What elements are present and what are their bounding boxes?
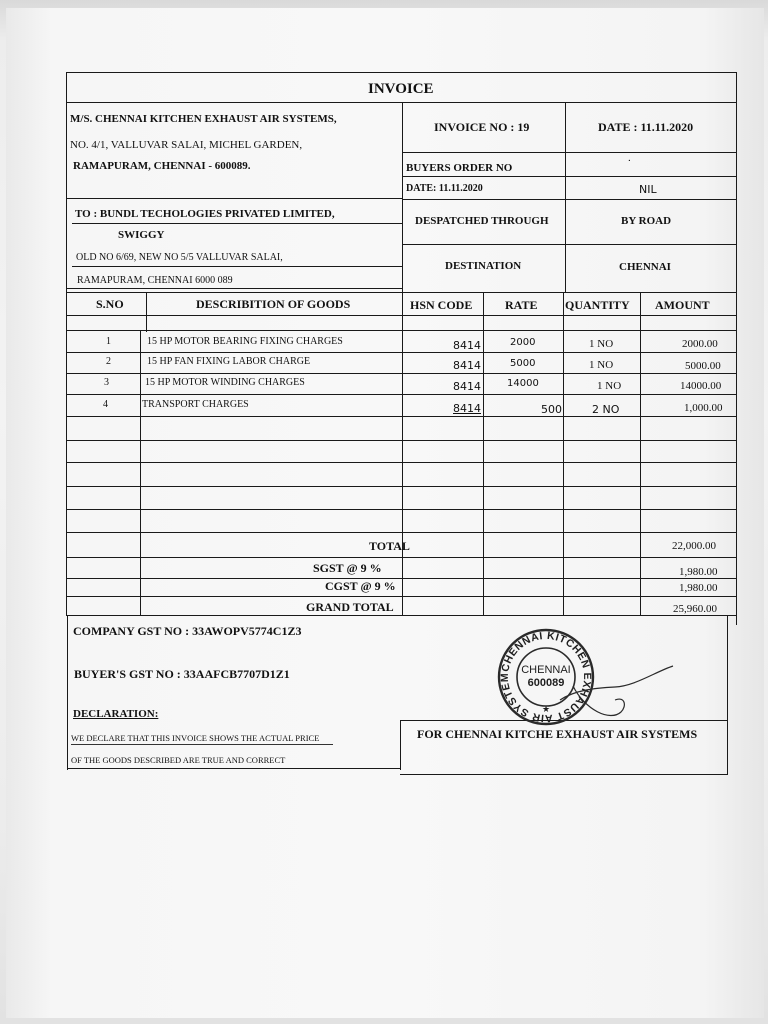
sgst-label: SGST @ 9 % [313, 561, 382, 575]
seller-name: M/S. CHENNAI KITCHEN EXHAUST AIR SYSTEMS, [70, 113, 337, 125]
row-rate: 2000 [510, 337, 536, 348]
stamp-ring-text: CHENNAI KITCHEN EXHAUST AIR SYSTEM [498, 629, 594, 725]
buyer-brand: SWIGGY [118, 229, 165, 241]
row-hsn: 8414 [453, 339, 481, 352]
invoice-title: INVOICE [368, 81, 434, 97]
grand-total-value: 25,960.00 [673, 603, 717, 615]
row-amount: 1,000.00 [684, 402, 723, 414]
row-sno: 1 [106, 336, 111, 347]
despatched-label: DESPATCHED THROUGH [415, 215, 549, 227]
row-hsn: 8414 [453, 380, 481, 393]
row-quantity: 2 NO [592, 403, 620, 416]
signatory-label: FOR CHENNAI KITCHE EXHAUST AIR SYSTEMS [417, 727, 698, 741]
total-label: TOTAL [369, 539, 410, 553]
row-rate: 5000 [510, 358, 536, 369]
row-description: TRANSPORT CHARGES [142, 399, 249, 410]
column-header-amount: AMOUNT [655, 298, 710, 312]
column-header-description: DESCRIBITION OF GOODS [196, 297, 351, 311]
total-value: 22,000.00 [672, 540, 716, 552]
invoice-number: INVOICE NO : 19 [434, 120, 530, 134]
row-description: 15 HP FAN FIXING LABOR CHARGE [147, 356, 311, 367]
cgst-label: CGST @ 9 % [325, 579, 396, 593]
order-date: DATE: 11.11.2020 [406, 183, 483, 194]
buyers-order-value: . [628, 152, 631, 164]
buyers-order-label: BUYERS ORDER NO [406, 162, 513, 174]
row-hsn: 8414 [453, 402, 481, 415]
row-sno: 2 [106, 356, 111, 367]
row-sno: 4 [103, 399, 108, 410]
company-gst: COMPANY GST NO : 33AWOPV5774C1Z3 [73, 624, 302, 638]
grand-total-label: GRAND TOTAL [306, 600, 394, 614]
sgst-value: 1,980.00 [679, 566, 718, 578]
row-quantity: 1 NO [597, 380, 622, 392]
destination-value: CHENNAI [619, 261, 671, 273]
row-amount: 14000.00 [680, 380, 722, 392]
buyer-name: TO : BUNDL TECHOLOGIES PRIVATED LIMITED, [75, 208, 335, 220]
declaration-label: DECLARATION: [73, 708, 159, 720]
row-hsn: 8414 [453, 359, 481, 372]
stamp-city: CHENNAI [521, 664, 571, 676]
row-rate: 500 [541, 403, 562, 416]
row-description: 15 HP MOTOR WINDING CHARGES [145, 377, 305, 388]
seller-address-line1: NO. 4/1, VALLUVAR SALAI, MICHEL GARDEN, [70, 139, 303, 151]
column-header-quantity: QUANTITY [565, 298, 630, 312]
declaration-line1: WE DECLARE THAT THIS INVOICE SHOWS THE ACTUAL PRICE [71, 733, 320, 743]
seller-address-line2: RAMAPURAM, CHENNAI - 600089. [73, 160, 251, 172]
cgst-value: 1,980.00 [679, 582, 718, 594]
svg-text:★: ★ [541, 705, 551, 715]
row-amount: 5000.00 [685, 360, 721, 372]
buyer-gst: BUYER'S GST NO : 33AAFCB7707D1Z1 [74, 667, 290, 681]
row-rate: 14000 [507, 378, 539, 389]
destination-label: DESTINATION [445, 260, 522, 272]
stamp-pin: 600089 [527, 677, 565, 689]
order-value: NIL [639, 183, 657, 196]
row-quantity: 1 NO [589, 359, 614, 371]
column-header-sno: S.NO [96, 297, 124, 311]
buyer-address-line1: OLD NO 6/69, NEW NO 5/5 VALLUVAR SALAI, [76, 252, 283, 263]
buyer-address-line2: RAMAPURAM, CHENNAI 6000 089 [77, 275, 233, 286]
signature [555, 660, 680, 725]
row-quantity: 1 NO [589, 338, 614, 350]
invoice-date: DATE : 11.11.2020 [598, 120, 694, 134]
column-header-rate: RATE [505, 298, 538, 312]
row-sno: 3 [104, 377, 109, 388]
declaration-line2: OF THE GOODS DESCRIBED ARE TRUE AND CORRECT [71, 755, 286, 765]
despatched-value: BY ROAD [621, 215, 672, 227]
column-header-hsn: HSN CODE [410, 298, 473, 312]
row-description: 15 HP MOTOR BEARING FIXING CHARGES [147, 336, 343, 347]
row-amount: 2000.00 [682, 338, 718, 350]
